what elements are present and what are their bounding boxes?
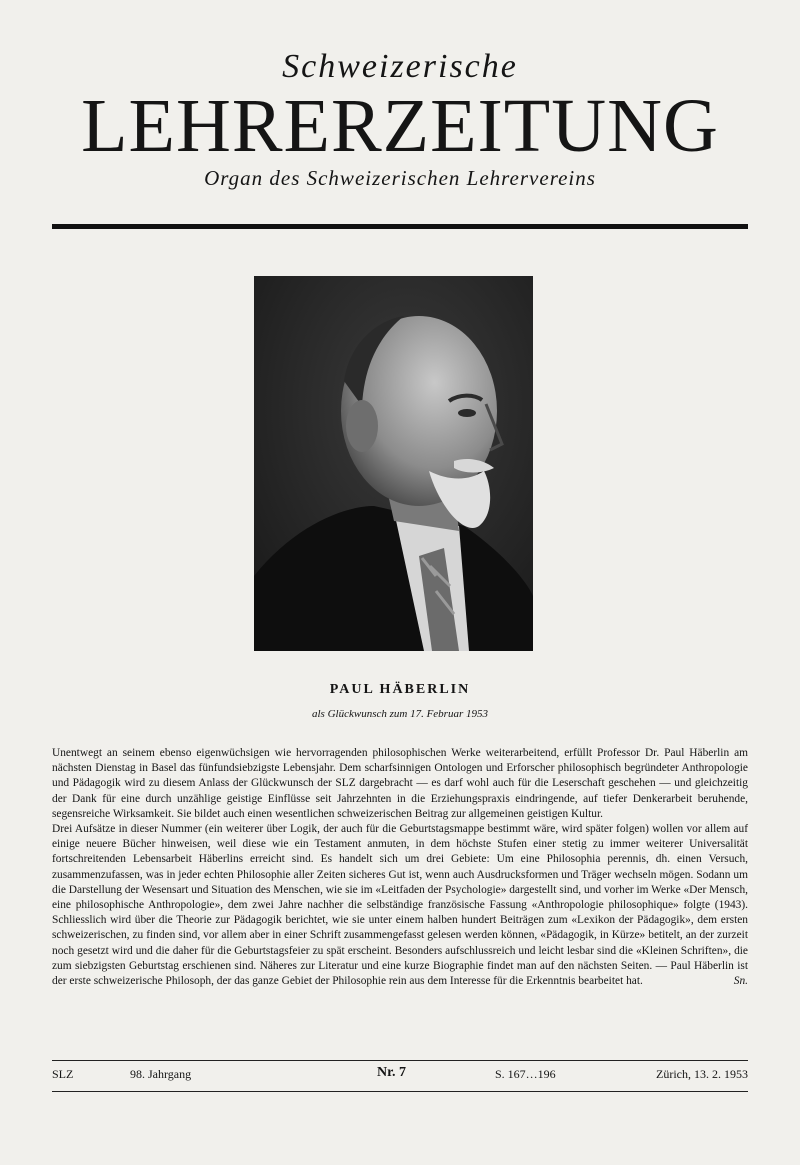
- article-signature: Sn.: [733, 975, 748, 988]
- masthead-kicker: Schweizerische: [282, 48, 518, 85]
- footer: [52, 1067, 748, 1087]
- caption-name: PAUL HÄBERLIN: [329, 682, 471, 697]
- masthead-title: LEHRERZEITUNG: [81, 84, 719, 168]
- article-paragraph-2-text: Drei Aufsätze in dieser Nummer (ein weiterer über Logik, der auch für die Geburtstagsmappe bestimmt wäre, wird später folgen) wollen vor allem auf einige neuere Bücher hinweisen, weil diese wie ein Testament anmuten, in dem höchste Stufen einer stetig zu immer weiterer Universalität fortschreitenden Lebensarbeit Häberlins erreicht sind. Es handelt sich um drei Gebiete: Um eine Philosophia perennis, dh. einen Versuch, zusammenzufassen, was in jeder echten Philosophie aller Zeiten sicheres Gut ist, wenn auch Ausdrucksformen und Träger wechseln mögen. Sodann um die Darstellung der Wesensart und Situation des Menschen, wie sie im «Leitfaden der Psychologie» dargestellt sind, und vorher im Werke «Der Mensch, eine philosophische Anthropologie», dem zwei Jahre nachher die selbständige französische Fassung «Anthropologie philosophique» folgte (1943). Schliesslich wird über die Theorie zur Pädagogik berichtet, wie sie unter einem halben hundert Beiträgen zum «Lexikon der Pädagogik», dem ersten schweizerischen, zu finden sind, vor allem aber in einer Schrift zusammengefasst gelesen werden können, «Pädagogik, in Kürze» betitelt, an der zurzeit noch gesetzt wird und die daher für die Geburtstagsfeier zu spät erscheint. Besonders aufschlussreich und leicht lesbar sind die «Kleinen Schriften», die zum siebzigsten Geburtstag erschienen sind. Näheres zur Literatur und eine kurze Biographie findet man auf den nächsten Seiten. — Paul Häberlin ist der erste schweizerische Philosoph, der das ganze Gebiet der Philosophie rein aus dem Interesse für die Erkenntnis bearbeitet hat.: [52, 823, 748, 988]
- article-paragraph-2: [52, 822, 748, 989]
- article-body: [52, 746, 748, 989]
- portrait-illustration: [254, 276, 533, 651]
- masthead-rule: [52, 224, 748, 229]
- footer-pages: S. 167…196: [495, 1067, 556, 1081]
- footer-volume: 98. Jahrgang: [130, 1067, 192, 1081]
- article-paragraph-1: Unentwegt an seinem ebenso eigenwüchsigen wie hervorragenden philosophischen Werke weiterarbeitend, erfüllt Professor Dr. Paul Häberlin am nächsten Dienstag in Basel das fünfundsiebzigste Lebensjahr. Dem scharfsinnigen Ontologen und Erforscher philosophisch begründeter Anthropologie und Pädagogik wird zu diesem Anlass der Glückwunsch der SLZ dargebracht — es darf wohl auch für die Leserschaft geschehen — und gleichzeitig der Dank für eine durch unzählige geistige Einflüsse seit Jahrzehnten in die Erziehungspraxis eindringende, auf tiefer Denkerarbeit beruhende, segensreiche Wirksamkeit. Sie bildet auch einen wesentlichen schweizerischen Beitrag zur allgemeinen geistigen Kultur.: [52, 747, 748, 820]
- footer-journal: SLZ: [52, 1067, 74, 1081]
- footer-rule-bottom: [52, 1091, 748, 1092]
- portrait-photo: [254, 276, 533, 651]
- caption-subtitle: als Glückwunsch zum 17. Februar 1953: [312, 708, 488, 720]
- footer-place-date: Zürich, 13. 2. 1953: [656, 1067, 748, 1081]
- masthead-organ: Organ des Schweizerischen Lehrervereins: [204, 166, 596, 190]
- footer-number: Nr. 7: [377, 1065, 407, 1080]
- footer-rule-top: [52, 1060, 748, 1061]
